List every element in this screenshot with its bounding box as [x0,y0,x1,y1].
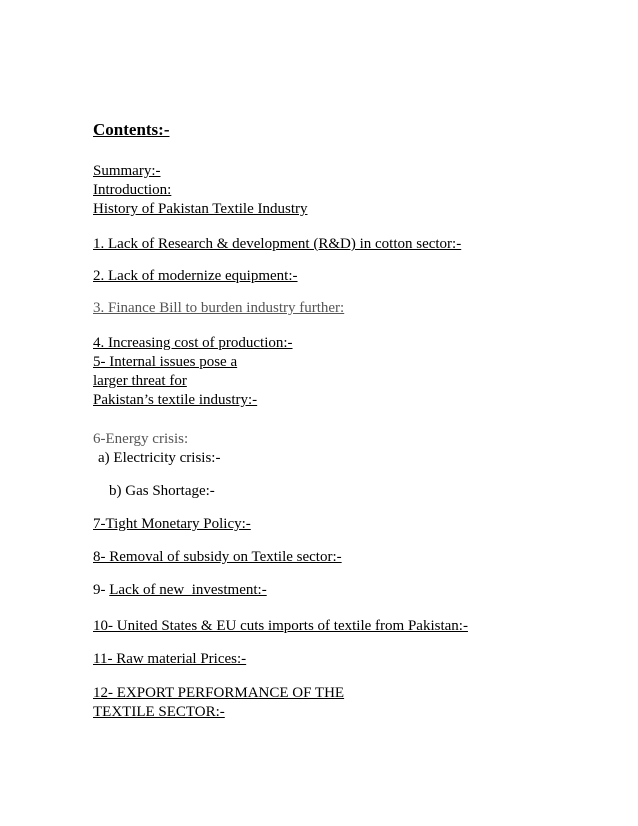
toc-link-item-5-line-2[interactable]: larger threat for [93,373,187,389]
contents-heading: Contents:- [93,120,170,139]
toc-link-item-4[interactable]: 4. Increasing cost of production:- [93,335,293,351]
toc-item-6a: a) Electricity crisis:- [98,450,221,466]
toc-link-item-9[interactable]: Lack of new investment:- [109,582,267,598]
toc-link-summary[interactable]: Summary:- [93,163,161,179]
toc-link-item-1[interactable]: 1. Lack of Research & development (R&D) in cotton sector:- [93,236,462,252]
toc-item-9-number: 9- [93,582,106,598]
toc-link-item-10[interactable]: 10- United States & EU cuts imports of textile from Pakistan:- [93,618,468,634]
toc-item-6: 6-Energy crisis: [93,431,189,447]
toc-item-6b: b) Gas Shortage:- [109,483,215,499]
toc-link-item-2[interactable]: 2. Lack of modernize equipment:- [93,268,298,284]
toc-link-item-11[interactable]: 11- Raw material Prices:- [93,651,247,667]
toc-link-item-12-line-2[interactable]: TEXTILE SECTOR:- [93,704,225,720]
toc-link-item-8[interactable]: 8- Removal of subsidy on Textile sector:- [93,549,342,565]
toc-link-introduction[interactable]: Introduction: [93,182,172,198]
toc-link-item-7[interactable]: 7-Tight Monetary Policy:- [93,516,251,532]
toc-link-item-12-line-1[interactable]: 12- EXPORT PERFORMANCE OF THE [93,685,345,701]
toc-link-item-5-line-1[interactable]: 5- Internal issues pose a [93,354,238,370]
toc-link-history[interactable]: History of Pakistan Textile Industry [93,201,308,217]
toc-link-item-3[interactable]: 3. Finance Bill to burden industry further: [93,300,345,316]
toc-item-9-row [93,581,267,600]
toc-link-item-5-line-3[interactable]: Pakistan’s textile industry:- [93,392,258,408]
